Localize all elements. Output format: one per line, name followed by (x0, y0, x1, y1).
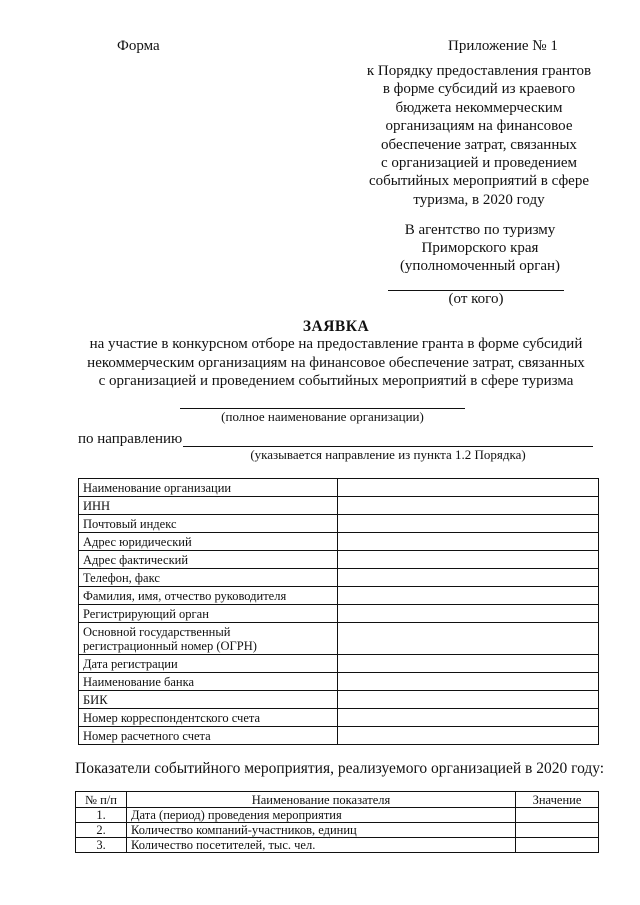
row-value-cell[interactable] (516, 823, 599, 838)
indicators-table (75, 791, 599, 853)
row-value-cell[interactable] (338, 727, 599, 745)
row-label: Адрес фактический (79, 551, 338, 569)
addressee (380, 221, 580, 275)
row-value-cell[interactable] (338, 605, 599, 623)
order-reference-line: в форме субсидий из краевого (382, 81, 576, 98)
row-label: Телефон, факс (79, 569, 338, 587)
row-label: БИК (79, 691, 338, 709)
row-value-cell[interactable] (338, 691, 599, 709)
table-row (79, 587, 599, 605)
table-row (79, 551, 599, 569)
table-row (79, 709, 599, 727)
row-label: Дата регистрации (79, 655, 338, 673)
row-label (79, 623, 338, 655)
table-row (79, 533, 599, 551)
col-header-value: Значение (516, 792, 599, 808)
row-number: 2. (76, 823, 127, 838)
order-reference (360, 62, 598, 209)
organization-info-table (78, 478, 599, 745)
row-indicator-name: Количество посетителей, тыс. чел. (127, 838, 516, 853)
purpose-line: с организацией и проведением событийных мероприятий в сфере туризма (98, 373, 574, 389)
row-value-cell[interactable] (338, 533, 599, 551)
organization-name-caption: (полное наименование организации) (221, 409, 424, 424)
row-number: 3. (76, 838, 127, 853)
row-number: 1. (76, 808, 127, 823)
row-value-cell[interactable] (338, 497, 599, 515)
row-label-line: Основной государственный (83, 624, 231, 639)
purpose-text (40, 335, 632, 391)
row-label: Фамилия, имя, отчество руководителя (79, 587, 338, 605)
addressee-line: Приморского края (421, 240, 539, 256)
row-value-cell[interactable] (338, 623, 599, 655)
order-reference-line: организациям на финансовое (385, 118, 573, 135)
form-label: Форма (117, 38, 160, 54)
row-value-cell[interactable] (338, 673, 599, 691)
row-label: ИНН (79, 497, 338, 515)
row-label: Наименование банка (79, 673, 338, 691)
row-label: Номер корреспондентского счета (79, 709, 338, 727)
order-reference-line: обеспечение затрат, связанных (381, 136, 577, 153)
order-reference-line: к Порядку предоставления грантов (366, 63, 592, 79)
from-caption: (от кого) (448, 291, 504, 307)
appendix-label: Приложение № 1 (448, 38, 558, 54)
direction-label: по направлению (78, 431, 183, 447)
col-header-name: Наименование показателя (127, 792, 516, 808)
row-label: Наименование организации (79, 479, 338, 497)
purpose-line: на участие в конкурсном отборе на предоставление гранта в форме субсидий (89, 336, 583, 352)
row-label: Регистрирующий орган (79, 605, 338, 623)
row-indicator-name: Количество компаний-участников, единиц (127, 823, 516, 838)
addressee-line: (уполномоченный орган) (399, 258, 561, 274)
table-row (79, 497, 599, 515)
table-row (79, 727, 599, 745)
table-row (79, 655, 599, 673)
row-value-cell[interactable] (338, 709, 599, 727)
row-indicator-name: Дата (период) проведения мероприятия (127, 808, 516, 823)
row-label-line: регистрационный номер (ОГРН) (83, 638, 257, 653)
row-value-cell[interactable] (338, 479, 599, 497)
table-row (79, 515, 599, 533)
order-reference-line: с организацией и проведением (380, 155, 578, 172)
row-value-cell[interactable] (516, 838, 599, 853)
order-reference-line: туризма, в 2020 году (413, 191, 545, 208)
row-value-cell[interactable] (338, 569, 599, 587)
direction-caption: (указывается направление из пункта 1.2 Порядка) (250, 447, 526, 462)
row-label: Адрес юридический (79, 533, 338, 551)
table-row (79, 691, 599, 709)
table-header-row (76, 792, 599, 808)
row-value-cell[interactable] (338, 587, 599, 605)
order-reference-line: бюджета некоммерческим (395, 99, 563, 116)
table-row (79, 673, 599, 691)
indicators-title: Показатели событийного мероприятия, реализуемого организацией в 2020 году: (75, 760, 605, 777)
row-value-cell[interactable] (338, 515, 599, 533)
row-label: Почтовый индекс (79, 515, 338, 533)
document-title: ЗАЯВКА (302, 318, 370, 335)
table-row (79, 623, 599, 655)
row-value-cell[interactable] (516, 808, 599, 823)
row-value-cell[interactable] (338, 655, 599, 673)
table-row (79, 479, 599, 497)
table-row (76, 838, 599, 853)
table-row (76, 823, 599, 838)
table-row (79, 569, 599, 587)
row-value-cell[interactable] (338, 551, 599, 569)
col-header-number: № п/п (76, 792, 127, 808)
addressee-line: В агентство по туризму (404, 222, 556, 238)
table-row (79, 605, 599, 623)
purpose-line: некоммерческим организациям на финансовое обеспечение затрат, связанных (87, 354, 585, 371)
table-row (76, 808, 599, 823)
row-label: Номер расчетного счета (79, 727, 338, 745)
order-reference-line: событийных мероприятий в сфере (368, 173, 589, 190)
